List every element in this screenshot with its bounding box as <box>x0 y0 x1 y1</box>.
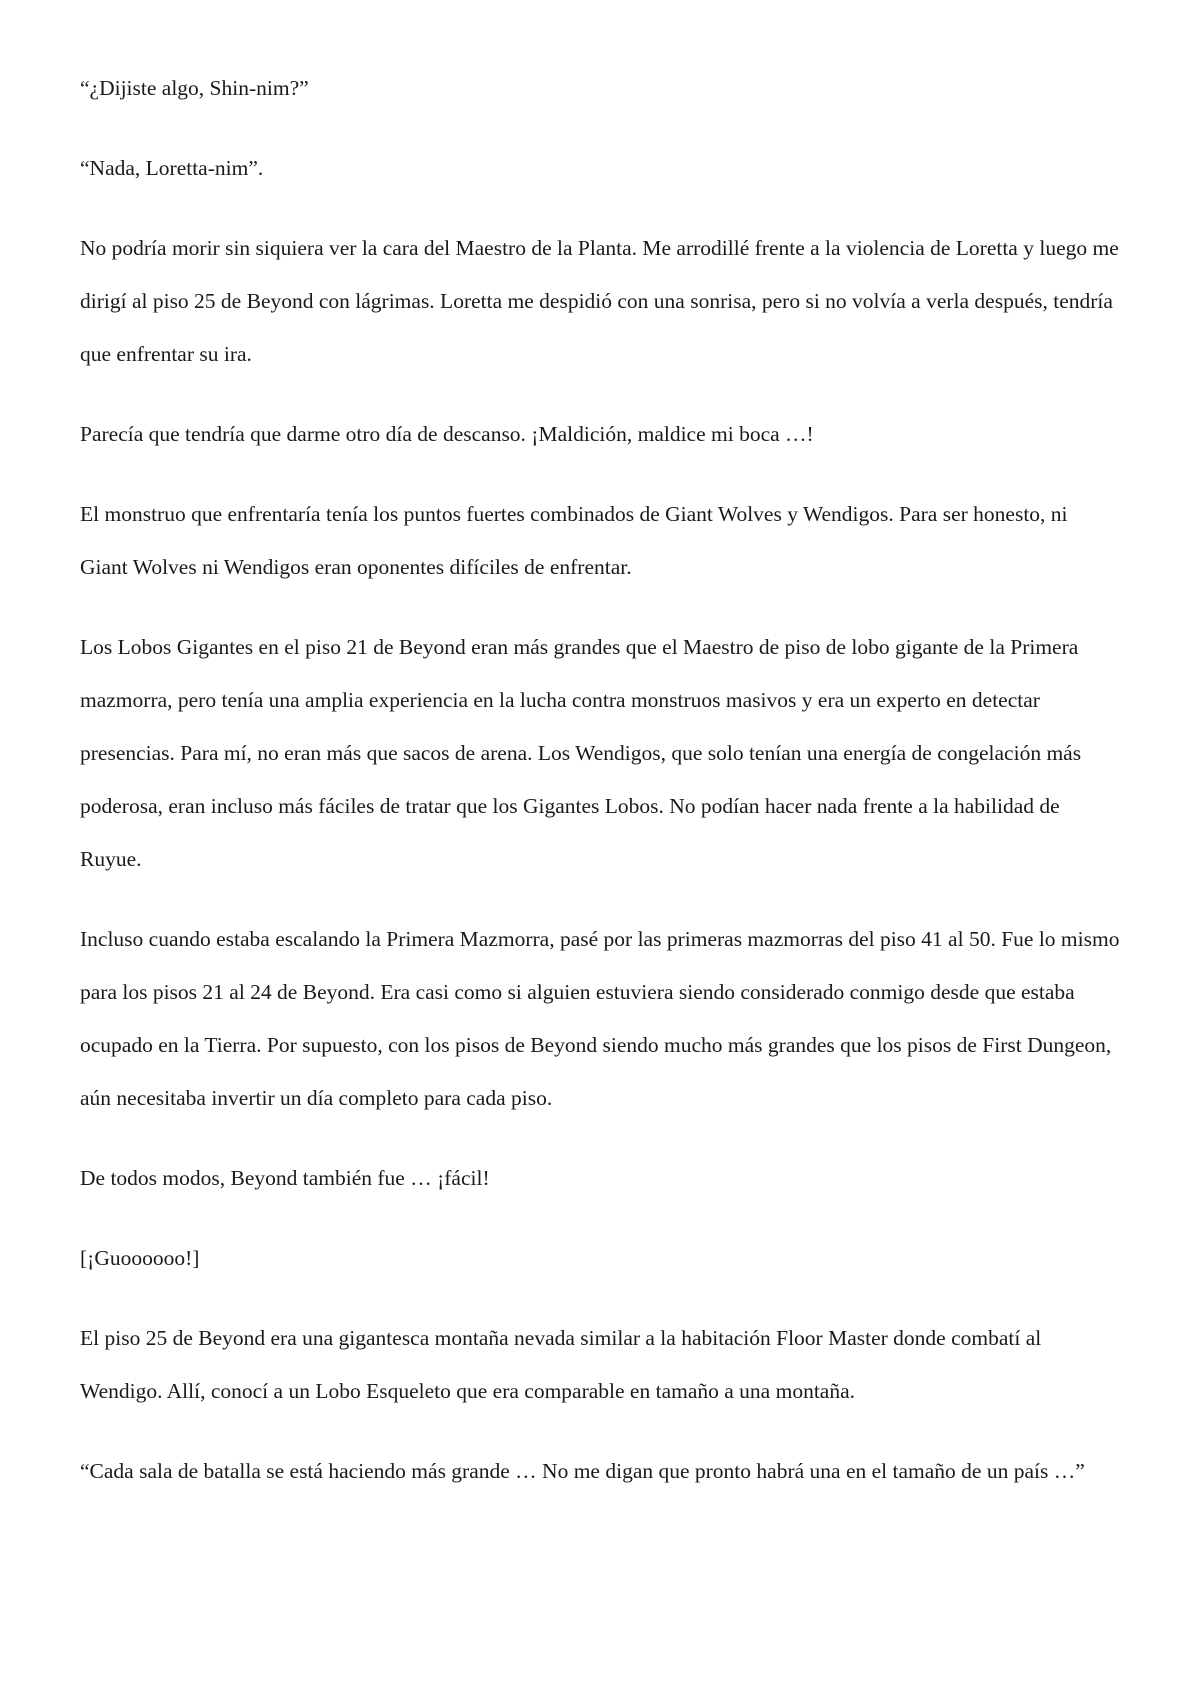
paragraph-dialogue-1: “¿Dijiste algo, Shin-nim?” <box>80 76 309 100</box>
paragraph-5: El monstruo que enfrentaría tenía los puntos fuertes combinados de Giant Wolves y Wendigos. Para ser honesto, ni Giant Wolves ni Wendigos eran oponentes difíciles de enfrentar. <box>80 502 1068 579</box>
paragraph-sound-effect: [¡Guoooooo!] <box>80 1246 200 1270</box>
paragraph-10: El piso 25 de Beyond era una gigantesca montaña nevada similar a la habitación Floor Master donde combatí al Wendigo. Allí, conocí a un Lobo Esqueleto que era comparable en tamaño a una montaña. <box>80 1326 1042 1403</box>
paragraph-3: No podría morir sin siquiera ver la cara del Maestro de la Planta. Me arrodillé frente a la violencia de Loretta y luego me dirigí al piso 25 de Beyond con lágrimas. Loretta me despidió con una sonrisa, pero si no volvía a verla después, tendría que enfrentar su ira. <box>80 236 1119 366</box>
paragraph-6: Los Lobos Gigantes en el piso 21 de Beyond eran más grandes que el Maestro de piso de lobo gigante de la Primera mazmorra, pero tenía una amplia experiencia en la lucha contra monstruos masivos y era un experto en detectar presencias. Para mí, no eran más que sacos de arena. Los Wendigos, que solo tenían una energía de congelación más poderosa, eran incluso más fáciles de tratar que los Gigantes Lobos. No podían hacer nada frente a la habilidad de Ruyue. <box>80 635 1082 871</box>
paragraph-7: Incluso cuando estaba escalando la Primera Mazmorra, pasé por las primeras mazmorras del piso 41 al 50. Fue lo mismo para los pisos 21 al 24 de Beyond. Era casi como si alguien estuviera siendo considerado conmigo desde que estaba ocupado en la Tierra. Por supuesto, con los pisos de Beyond siendo mucho más grandes que los pisos de First Dungeon, aún necesitaba invertir un día completo para cada piso. <box>80 927 1120 1110</box>
paragraph-dialogue-11: “Cada sala de batalla se está haciendo más grande … No me digan que pronto habrá una en el tamaño de un país …” <box>80 1459 1085 1483</box>
paragraph-8: De todos modos, Beyond también fue … ¡fácil! <box>80 1166 490 1190</box>
paragraph-4: Parecía que tendría que darme otro día de descanso. ¡Maldición, maldice mi boca …! <box>80 422 814 446</box>
document-body <box>80 62 1120 1525</box>
paragraph-dialogue-2: “Nada, Loretta-nim”. <box>80 156 264 180</box>
